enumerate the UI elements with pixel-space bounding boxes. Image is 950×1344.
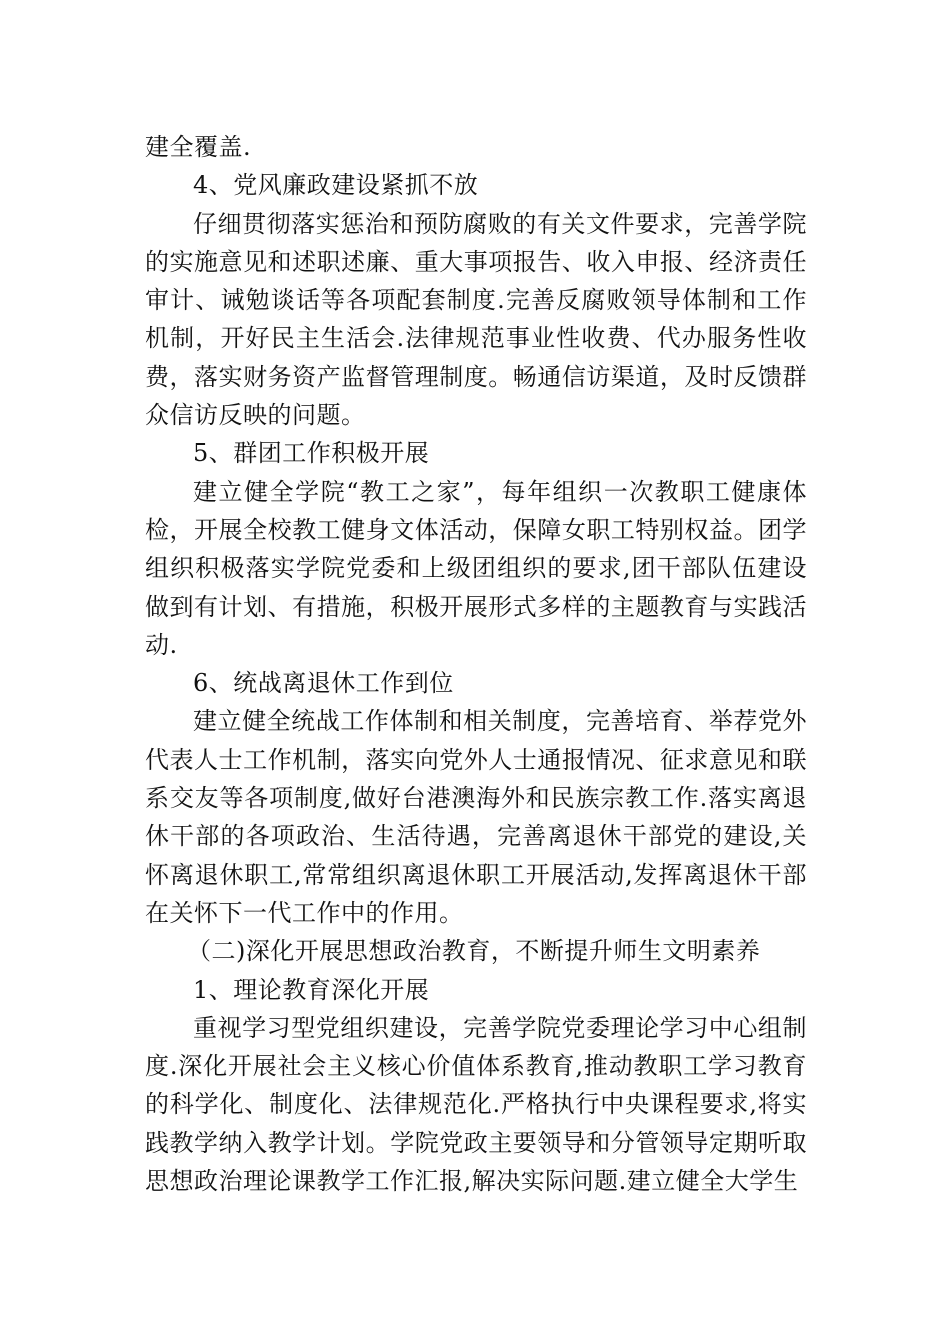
continuation-paragraph: 建全覆盖. <box>145 133 252 161</box>
body-paragraph-theory-education: 重视学习型党组织建设，完善学院党委理论学习中心组制度.深化开展社会主义核心价值体系教育,推动教职工学习教育的科学化、制度化、法律规范化.严格执行中央课程要求,将实践教学纳入教学计划。学院党政主要领导和分管领导定期听取思想政治理论课教学工作汇报,解决实际问题.建立健全大学生 <box>145 1013 807 1196</box>
subheading-theory-education: 1、理论教育深化开展 <box>193 975 430 1004</box>
subheading-party-integrity: 4、党风廉政建设紧抓不放 <box>193 171 479 200</box>
subheading-mass-organizations: 5、群团工作积极开展 <box>193 439 430 468</box>
subheading-united-front-retirees: 6、统战离退休工作到位 <box>193 669 454 698</box>
document-body <box>145 128 807 1200</box>
body-paragraph-united-front-retirees: 建立健全统战工作体制和相关制度，完善培育、举荐党外代表人士工作机制，落实向党外人士通报情况、征求意见和联系交友等各项制度,做好台港澳海外和民族宗教工作.落实离退休干部的各项政治、生活待遇，完善离退休干部党的建设,关怀离退休职工,常常组织离退休职工开展活动,发挥离退休干部在关怀下一代工作中的作用。 <box>145 707 807 927</box>
body-paragraph-mass-organizations: 建立健全学院“教工之家”，每年组织一次教职工健康体检，开展全校教工健身文体活动，保障女职工特别权益。团学组织积极落实学院党委和上级团组织的要求,团干部队伍建设做到有计划、有措施，积极开展形式多样的主题教育与实践活动. <box>145 477 807 659</box>
section-heading-ideological-education: （二)深化开展思想政治教育，不断提升师生文明素养 <box>187 937 761 966</box>
body-paragraph-integrity: 仔细贯彻落实惩治和预防腐败的有关文件要求，完善学院的实施意见和述职述廉、重大事项报告、收入申报、经济责任审计、诫勉谈话等各项配套制度.完善反腐败领导体制和工作机制，开好民主生活会.法律规范事业性收费、代办服务性收费，落实财务资产监督管理制度。畅通信访渠道，及时反馈群众信访反映的问题。 <box>145 209 807 430</box>
